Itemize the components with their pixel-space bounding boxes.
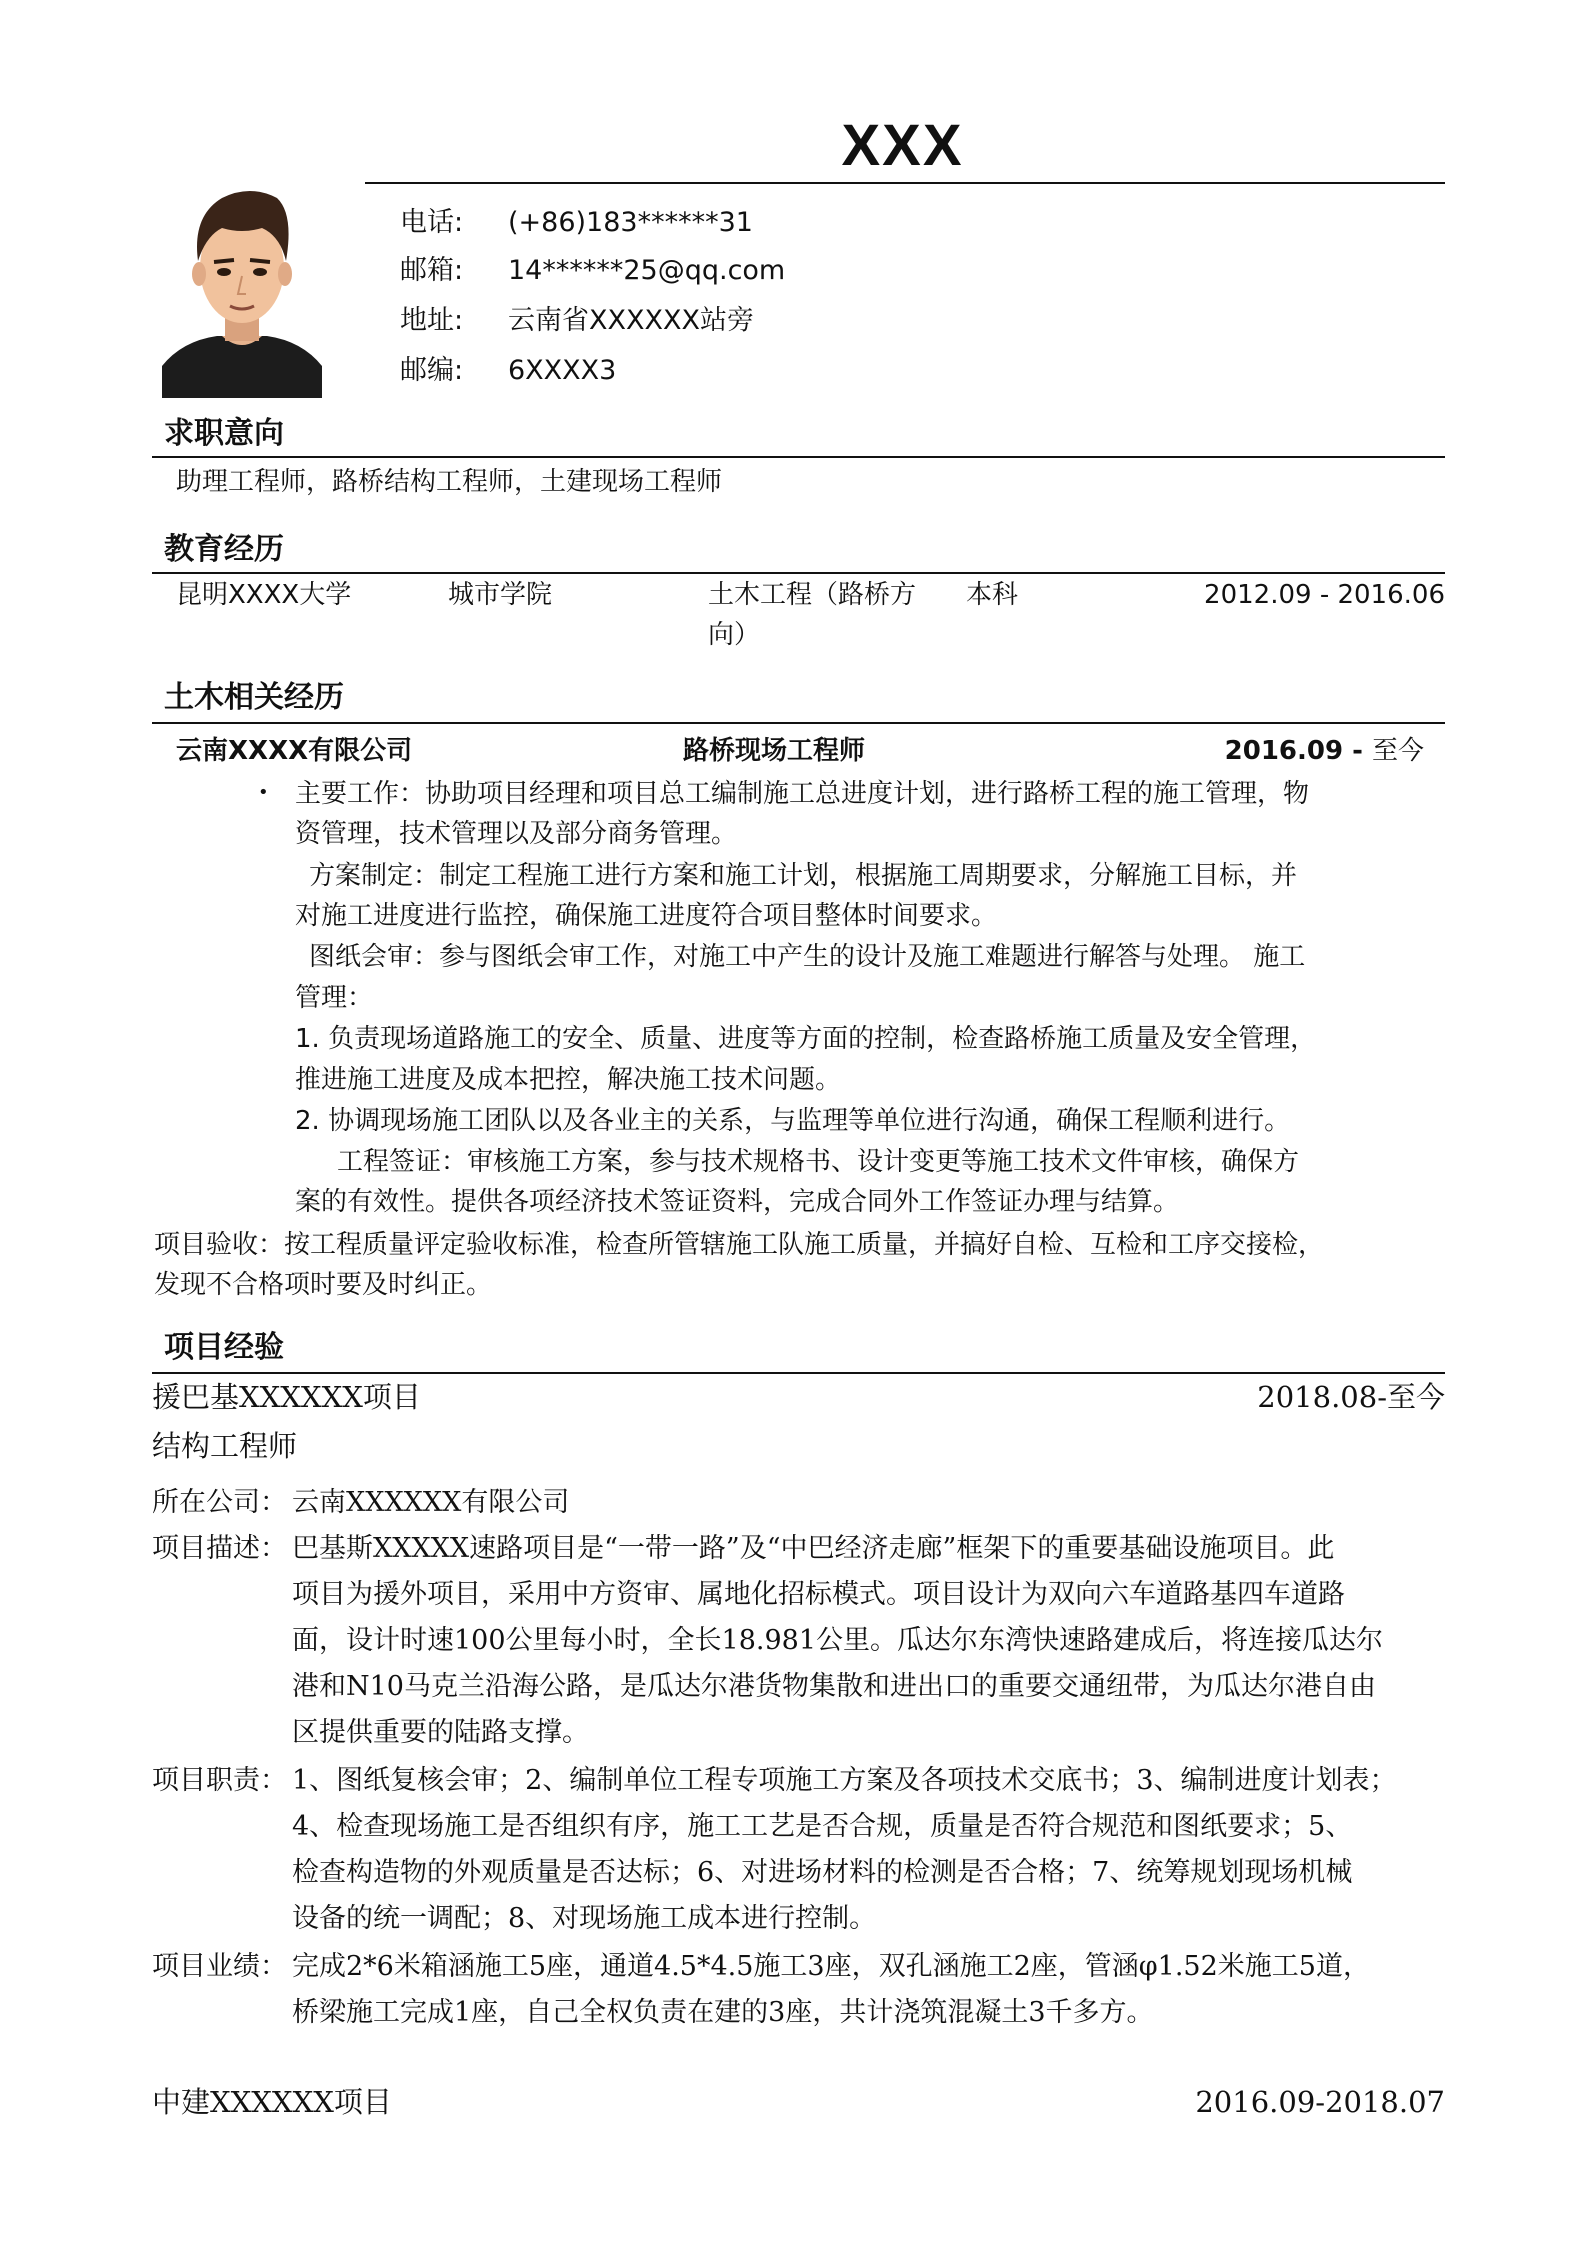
exp-line-1: 主要工作：协助项目经理和项目总工编制施工总进度计划，进行路桥工程的施工管理，物 (295, 779, 1310, 809)
exp-line-2: 资管理，技术管理以及部分商务管理。 (295, 819, 738, 849)
phone-value: (+86)183******31 (508, 207, 753, 238)
bullet-icon: • (258, 782, 269, 803)
exp-line-9: 2. 协调现场施工团队以及各业主的关系，与监理等单位进行沟通，确保工程顺利进行。 (295, 1106, 1291, 1136)
job-period-end: 至今 (1371, 736, 1424, 766)
project-2-period: 2016.09-2018.07 (1195, 2085, 1445, 2119)
exp-accept-line-2: 发现不合格项时要及时纠正。 (154, 1270, 493, 1300)
experience-section-title: 土木相关经历 (164, 680, 344, 715)
exp-line-3: 方案制定：制定工程施工进行方案和施工计划，根据施工周期要求，分解施工目标，并 (309, 861, 1298, 891)
project-1-role: 结构工程师 (152, 1429, 298, 1463)
project-1-period: 2018.08-至今 (1257, 1380, 1445, 1414)
project-1-duty-line-1: 1、图纸复核会审；2、编制单位工程专项施工方案及各项技术交底书；3、编制进度计划表； (292, 1765, 1397, 1796)
education-degree: 本科 (966, 580, 1019, 610)
projects-section-title: 项目经验 (164, 1330, 284, 1365)
exp-line-4: 对施工进度进行监控，确保施工进度符合项目整体时间要求。 (295, 901, 998, 931)
education-college: 城市学院 (448, 580, 553, 610)
project-1-duty-label: 项目职责： (152, 1765, 287, 1796)
project-1-duty-line-2: 4、检查现场施工是否组织有序，施工工艺是否合规，质量是否符合规范和图纸要求；5、 (292, 1811, 1353, 1842)
contact-address (400, 298, 754, 337)
job-role: 路桥现场工程师 (683, 736, 866, 766)
project-1-desc-line-2: 项目为援外项目，采用中方资审、属地化招标模式。项目设计为双向六车道路基四车道路 (292, 1579, 1345, 1610)
exp-line-10: 工程签证：审核施工方案，参与技术规格书、设计变更等施工技术文件审核，确保方 (337, 1147, 1300, 1177)
intent-section-title: 求职意向 (164, 416, 284, 451)
project-1-desc-label: 项目描述： (152, 1533, 287, 1564)
exp-line-6: 管理： (295, 983, 374, 1013)
project-1-desc-line-1: 巴基斯XXXXX速路项目是“一带一路”及“中巴经济走廊”框架下的重要基础设施项目。此 (292, 1533, 1335, 1564)
education-divider (152, 572, 1445, 574)
intent-text: 助理工程师，路桥结构工程师，土建现场工程师 (176, 467, 723, 497)
address-label: 地址: (400, 305, 464, 336)
name-divider (365, 182, 1445, 184)
exp-line-11: 案的有效性。提供各项经济技术签证资料，完成合同外工作签证办理与结算。 (295, 1187, 1180, 1217)
education-school: 昆明XXXX大学 (176, 580, 352, 610)
project-1-desc-line-5: 区提供重要的陆路支撑。 (292, 1717, 589, 1748)
experience-divider (152, 722, 1445, 724)
email-value: 14******25@qq.com (508, 255, 786, 286)
project-1-desc-line-3: 面，设计时速100公里每小时，全长18.981公里。瓜达尔东湾快速路建成后，将连接瓜达尔 (292, 1625, 1384, 1656)
candidate-name: XXX (841, 113, 964, 178)
education-major-line2: 向） (708, 620, 761, 650)
project-1-company-label: 所在公司： (152, 1487, 287, 1518)
zip-value: 6XXXX3 (508, 355, 617, 386)
exp-accept-line-1: 项目验收：按工程质量评定验收标准，检查所管辖施工队施工质量，并搞好自检、互检和工序交接检， (154, 1230, 1325, 1260)
exp-line-5: 图纸会审：参与图纸会审工作，对施工中产生的设计及施工难题进行解答与处理。 施工 (309, 942, 1306, 972)
contact-email (400, 248, 785, 287)
project-1-result-label: 项目业绩： (152, 1951, 287, 1982)
project-1-company: 云南XXXXXX有限公司 (292, 1487, 570, 1518)
project-1-result-line-1: 完成2*6米箱涵施工5座，通道4.5*4.5施工3座，双孔涵施工2座，管涵φ1.52米施工5道， (292, 1951, 1370, 1982)
phone-label: 电话: (400, 207, 464, 238)
project-1-result-line-2: 桥梁施工完成1座，自己全权负责在建的3座，共计浇筑混凝土3千多方。 (292, 1997, 1154, 2028)
zip-label: 邮编: (400, 355, 464, 386)
contact-phone (400, 200, 753, 239)
education-major-line1: 土木工程（路桥方 (708, 580, 917, 610)
project-1-desc-line-4: 港和N10马克兰沿海公路，是瓜达尔港货物集散和进出口的重要交通纽带，为瓜达尔港自由 (292, 1671, 1376, 1702)
project-1-duty-line-3: 检查构造物的外观质量是否达标；6、对进场材料的检测是否合格；7、统筹规划现场机械 (292, 1857, 1353, 1888)
intent-divider (152, 456, 1445, 458)
email-label: 邮箱: (400, 255, 464, 286)
project-1-duty-line-4: 设备的统一调配；8、对现场施工成本进行控制。 (292, 1903, 877, 1934)
exp-line-8: 推进施工进度及成本把控，解决施工技术问题。 (295, 1065, 842, 1095)
job-company: 云南XXXX有限公司 (176, 736, 413, 766)
project-1-name: 援巴基XXXXXX项目 (152, 1380, 421, 1414)
job-period-start: 2016.09 - (1224, 736, 1363, 766)
address-value: 云南省XXXXXX站旁 (508, 305, 754, 336)
education-major (708, 575, 916, 655)
education-period: 2012.09 - 2016.06 (1204, 580, 1445, 610)
exp-line-7: 1. 负责现场道路施工的安全、质量、进度等方面的控制，检查路桥施工质量及安全管理， (295, 1024, 1317, 1054)
contact-zip (400, 348, 616, 387)
project-2-name: 中建XXXXXX项目 (152, 2085, 392, 2119)
avatar (162, 176, 322, 398)
projects-divider (152, 1372, 1445, 1374)
job-period (1225, 730, 1424, 767)
education-section-title: 教育经历 (164, 532, 284, 567)
